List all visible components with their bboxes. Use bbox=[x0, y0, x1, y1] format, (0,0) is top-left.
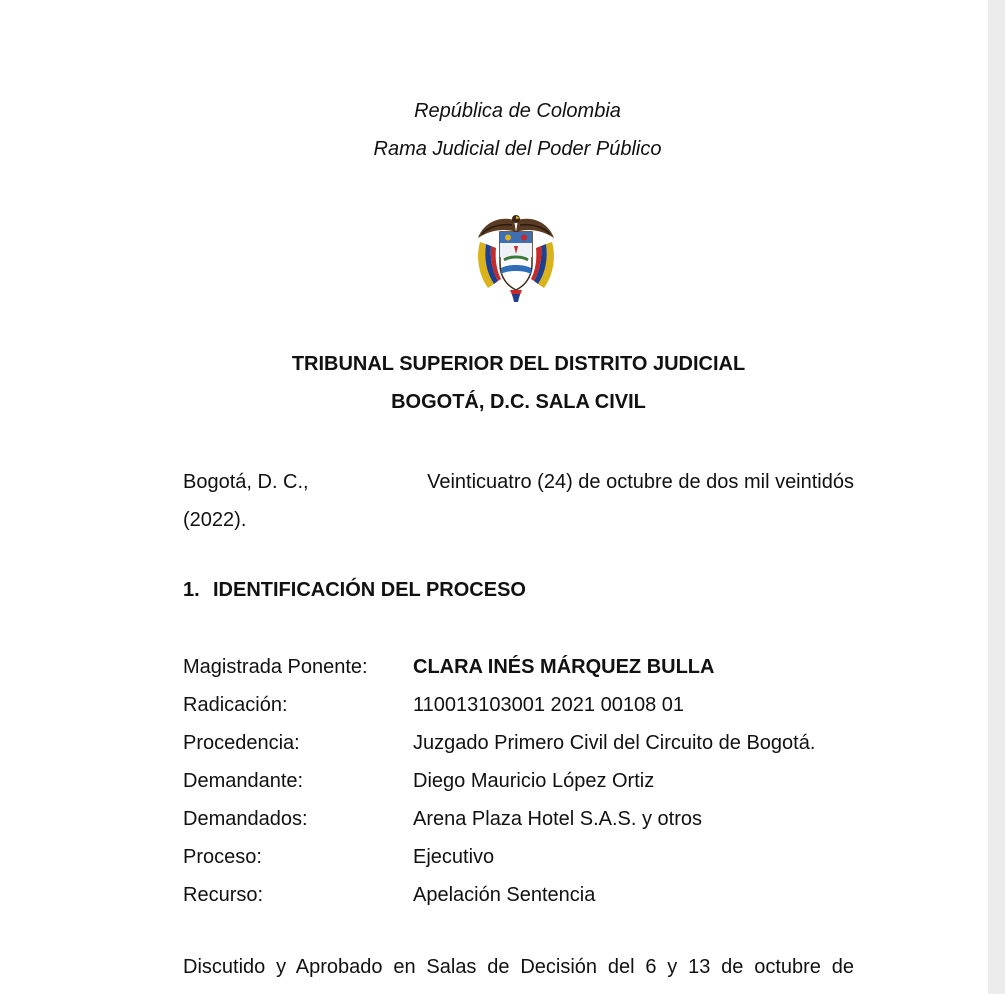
ident-value: 110013103001 2021 00108 01 bbox=[413, 693, 685, 716]
ident-value: CLARA INÉS MÁRQUEZ BULLA bbox=[413, 655, 715, 678]
ident-row-proceso bbox=[183, 838, 873, 876]
coat-of-arms-emblem bbox=[470, 208, 562, 304]
date-text: Veinticuatro (24) de octubre de dos mil veintidós bbox=[427, 471, 854, 493]
court-name: TRIBUNAL SUPERIOR DEL DISTRITO JUDICIAL bbox=[291, 353, 746, 375]
ident-row-demandante bbox=[183, 762, 873, 800]
ident-value: Arena Plaza Hotel S.A.S. y otros bbox=[413, 807, 703, 830]
date-paragraph bbox=[183, 463, 854, 539]
date-year: (2022). bbox=[183, 509, 247, 531]
section-heading bbox=[183, 578, 526, 602]
branch-header: Rama Judicial del Poder Público bbox=[373, 138, 662, 160]
country-header: República de Colombia bbox=[414, 100, 621, 122]
date-place: Bogotá, D. C., bbox=[183, 471, 309, 493]
ident-row-procedencia bbox=[183, 724, 873, 762]
ident-value: Diego Mauricio López Ortiz bbox=[413, 769, 655, 792]
page-gutter bbox=[988, 0, 1005, 994]
ident-label: Demandados: bbox=[183, 807, 308, 830]
ident-value: Apelación Sentencia bbox=[413, 883, 596, 906]
approval-paragraph: Discutido y Aprobado en Salas de Decisión del 6 y 13 de octubre de bbox=[183, 956, 854, 978]
ident-value: Ejecutivo bbox=[413, 845, 495, 868]
ident-value: Juzgado Primero Civil del Circuito de Bogotá. bbox=[413, 731, 816, 754]
ident-label: Radicación: bbox=[183, 693, 288, 716]
section-title: IDENTIFICACIÓN DEL PROCESO bbox=[213, 579, 526, 601]
ident-label: Procedencia: bbox=[183, 731, 300, 754]
ident-label: Recurso: bbox=[183, 883, 264, 906]
ident-label: Magistrada Ponente: bbox=[183, 655, 368, 678]
identification-table bbox=[183, 648, 873, 914]
ident-row-demandados bbox=[183, 800, 873, 838]
ident-row-radicacion bbox=[183, 686, 873, 724]
ident-label: Proceso: bbox=[183, 845, 262, 868]
section-number: 1. bbox=[183, 579, 200, 601]
ident-row-magistrate bbox=[183, 648, 873, 686]
court-chamber: BOGOTÁ, D.C. SALA CIVIL bbox=[391, 391, 646, 413]
ident-row-recurso bbox=[183, 876, 873, 914]
ident-label: Demandante: bbox=[183, 769, 304, 792]
